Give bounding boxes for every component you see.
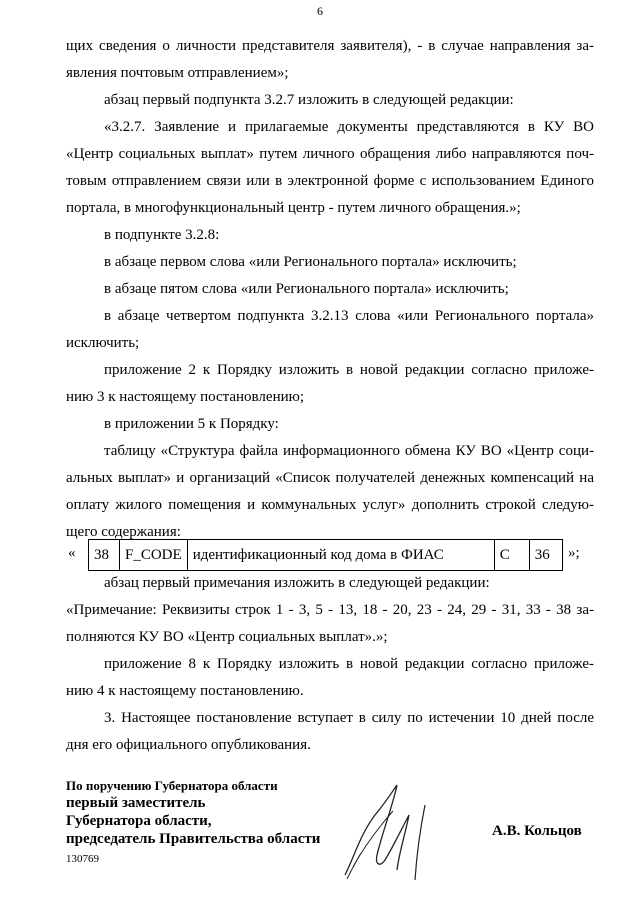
signatory-name: А.В. Кольцов bbox=[492, 823, 582, 839]
handwritten-signature bbox=[335, 775, 455, 885]
table-row bbox=[89, 540, 563, 571]
signature-line-3: Губернатора области, bbox=[66, 813, 212, 829]
body-line: абзац первый подпункта 3.2.7 изложить в следующей редакции: bbox=[104, 92, 514, 108]
table-cell-code: F_CODE bbox=[120, 540, 188, 571]
body-line: 3. Настоящее постановление вступает в силу по истечении 10 дней после bbox=[104, 710, 594, 726]
body-line: в подпункте 3.2.8: bbox=[104, 227, 220, 243]
body-line: явления почтовым отправлением»; bbox=[66, 65, 289, 81]
body-line: таблицу «Структура файла информационного обмена КУ ВО «Центр соци- bbox=[104, 443, 594, 459]
signature-line-1: По поручению Губернатора области bbox=[66, 778, 278, 793]
page-number: 6 bbox=[317, 4, 323, 18]
body-line: приложение 8 к Порядку изложить в новой редакции согласно приложе- bbox=[104, 656, 594, 672]
close-quote: »; bbox=[568, 545, 580, 561]
body-line: исключить; bbox=[66, 335, 140, 351]
body-line: в абзаце первом слова «или Регионального портала» исключить; bbox=[104, 254, 517, 270]
body-line: «Примечание: Реквизиты строк 1 - 3, 5 - 13, 18 - 20, 23 - 24, 29 - 31, 33 - 38 за- bbox=[66, 602, 594, 618]
table-cell-type: С bbox=[494, 540, 529, 571]
table-cell-description: идентификационный код дома в ФИАС bbox=[187, 540, 494, 571]
body-line: «Центр социальных выплат» путем личного обращения либо направляются поч- bbox=[66, 146, 594, 162]
body-line: в абзаце четвертом подпункта 3.2.13 слова «или Регионального портала» bbox=[104, 308, 594, 324]
body-line: абзац первый примечания изложить в следующей редакции: bbox=[104, 575, 490, 591]
body-line: щего содержания: bbox=[66, 524, 181, 540]
signature-line-4: председатель Правительства области bbox=[66, 831, 321, 847]
body-line: нию 3 к настоящему постановлению; bbox=[66, 389, 305, 405]
body-line: в абзаце пятом слова «или Регионального портала» исключить; bbox=[104, 281, 509, 297]
inserted-row-table bbox=[88, 539, 563, 571]
body-line: оплату жилого помещения и коммунальных услуг» дополнить строкой следую- bbox=[66, 497, 594, 513]
body-line: в приложении 5 к Порядку: bbox=[104, 416, 279, 432]
body-line: полняются КУ ВО «Центр социальных выплат».»; bbox=[66, 629, 388, 645]
signature-line-2: первый заместитель bbox=[66, 795, 206, 811]
body-line: товым отправлением связи или в электронной форме с использованием Единого bbox=[66, 173, 594, 189]
body-line: нию 4 к настоящему постановлению. bbox=[66, 683, 304, 699]
body-line: альных выплат» и организаций «Список получателей денежных компенсаций на bbox=[66, 470, 594, 486]
body-line: портала, в многофункциональный центр - путем личного обращения.»; bbox=[66, 200, 521, 216]
table-cell-length: 36 bbox=[529, 540, 562, 571]
body-line: дня его официального опубликования. bbox=[66, 737, 311, 753]
body-line: приложение 2 к Порядку изложить в новой редакции согласно приложе- bbox=[104, 362, 594, 378]
body-line: щих сведения о личности представителя заявителя), - в случае направления за- bbox=[66, 38, 594, 54]
body-line: «3.2.7. Заявление и прилагаемые документы представляются в КУ ВО bbox=[104, 119, 594, 135]
document-number: 130769 bbox=[66, 853, 99, 865]
open-quote: « bbox=[68, 545, 76, 561]
table-cell-number: 38 bbox=[89, 540, 120, 571]
